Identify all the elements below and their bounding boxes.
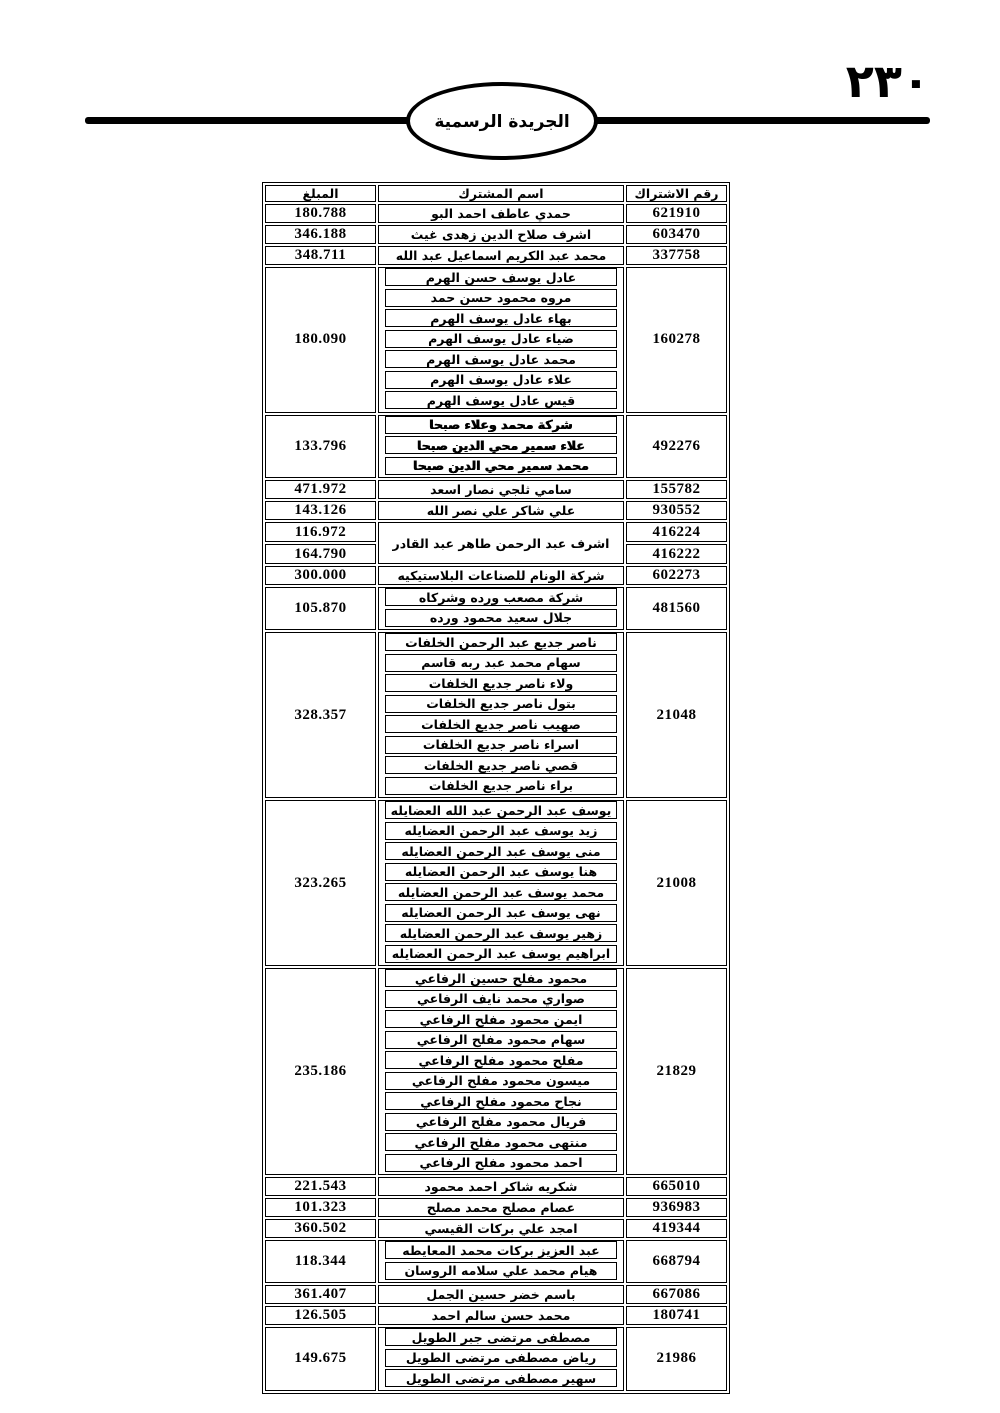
table-row [265, 522, 727, 542]
subscriber-subname-box: علاء عادل يوسف الهرم [385, 371, 617, 389]
amount-cell: 471.972 [265, 480, 376, 499]
subscriber-subname-box: عادل يوسف حسن الهرم [385, 268, 617, 286]
subscriber-subname-box: قيس عادل يوسف الهرم [385, 391, 617, 409]
subscriber-subname-box: منتهى محمود مفلح الرفاعي [385, 1133, 617, 1151]
subscriber-subname-box: ضياء عادل يوسف الهرم [385, 330, 617, 348]
table-row [265, 566, 727, 585]
subscription-number-cell: 668794 [626, 1240, 727, 1283]
gazette-title: الجريدة الرسمية [434, 112, 570, 132]
subscriber-subname-box: ابراهيم يوسف عبد الرحمن العضايله [385, 945, 617, 963]
amount-cell: 149.675 [265, 1327, 376, 1391]
subscriber-subname-box: ولاء ناصر جديع الخلفات [385, 674, 617, 692]
subscriber-subname-box: نهى يوسف عبد الرحمن العضايله [385, 904, 617, 922]
table-row [265, 968, 727, 1175]
subscriber-subname-box: محمد عادل يوسف الهرم [385, 350, 617, 368]
subscriber-name-cell [378, 800, 624, 966]
subscriber-subname-box: هنا يوسف عبد الرحمن العضايله [385, 863, 617, 881]
table-row [265, 204, 727, 223]
subscription-number-cell: 416224 [626, 522, 727, 542]
subscriber-subname-box: عبد العزيز بركات محمد المعايطه [385, 1241, 617, 1259]
subscriber-subname-box: منى يوسف عبد الرحمن العضايله [385, 842, 617, 860]
amount-cell: 105.870 [265, 587, 376, 630]
subscriber-subname-box: ايمن محمود مفلح الرفاعي [385, 1010, 617, 1028]
subscriber-subname-box: محمد يوسف عبد الرحمن العضايله [385, 883, 617, 901]
subscription-number-cell: 21829 [626, 968, 727, 1175]
amount-cell: 300.000 [265, 566, 376, 585]
subscriber-name-cell: علي شاكر علي نصر الله [378, 501, 624, 520]
subscriber-subname-box: قصي ناصر جديع الخلفات [385, 756, 617, 774]
subscription-number-cell: 337758 [626, 246, 727, 265]
subscriber-subname-box: صواري محمد نايف الرفاعي [385, 990, 617, 1008]
table-row [265, 632, 727, 798]
subscription-number-cell: 416222 [626, 544, 727, 564]
subscription-number-cell: 180741 [626, 1306, 727, 1325]
subscriber-subname-box: نجاح محمود مفلح الرفاعي [385, 1092, 617, 1110]
table-row [265, 1306, 727, 1325]
subscriber-subname-box: ميسون محمود مفلح الرفاعي [385, 1072, 617, 1090]
table-row [265, 587, 727, 630]
table-row [265, 1240, 727, 1283]
subscriber-subname-box: مصطفى مرتضى جبر الطويل [385, 1328, 617, 1346]
subscriber-name-cell [378, 1240, 624, 1283]
header-subscriber-name: اسم المشترك [378, 185, 624, 202]
amount-cell: 180.788 [265, 204, 376, 223]
subscriber-name-cell: شكريه شاكر احمد محمود [378, 1177, 624, 1196]
subscription-number-cell: 602273 [626, 566, 727, 585]
table-row [265, 1285, 727, 1304]
amount-cell: 235.186 [265, 968, 376, 1175]
subscriber-name-cell: حمدي عاطف احمد البو [378, 204, 624, 223]
amount-cell: 126.505 [265, 1306, 376, 1325]
table-row [265, 225, 727, 244]
subscriber-subname-box: محمد سمير محي الدين صبحا [385, 457, 617, 475]
table-row [265, 800, 727, 966]
subscriber-subname-box: صهيب ناصر جديع الخلفات [385, 715, 617, 733]
table-body [265, 204, 727, 1391]
subscriber-subname-box: سهام محمد عبد ربه قاسم [385, 654, 617, 672]
table-header-row [265, 185, 727, 202]
subscriber-subname-box: براء ناصر جديع الخلفات [385, 777, 617, 795]
subscriber-subname-box: شركة محمد وعلاء صبحا [385, 416, 617, 434]
subscription-number-cell: 665010 [626, 1177, 727, 1196]
subscriber-subname-box: علاء سمير محي الدين صبحا [385, 436, 617, 454]
header-amount: المبلغ [265, 185, 376, 202]
amount-cell: 180.090 [265, 267, 376, 413]
subscription-number-cell: 621910 [626, 204, 727, 223]
subscriber-name-cell: محمد حسن سالم احمد [378, 1306, 624, 1325]
table-row [265, 1219, 727, 1238]
subscription-number-cell: 21048 [626, 632, 727, 798]
subscriber-subname-box: زيد يوسف عبد الرحمن العضايله [385, 822, 617, 840]
subscription-number-cell: 155782 [626, 480, 727, 499]
subscriber-subname-box: احمد محمود مفلح الرفاعي [385, 1154, 617, 1172]
subscriber-name-cell: سامي ثلجي نصار اسعد [378, 480, 624, 499]
subscriber-name-cell [378, 415, 624, 479]
subscribers-table [262, 182, 730, 1394]
amount-cell: 360.502 [265, 1219, 376, 1238]
subscriber-subname-box: سهام محمود مفلح الرفاعي [385, 1031, 617, 1049]
subscription-number-cell: 936983 [626, 1198, 727, 1217]
subscriber-subname-box: مروه محمود حسن حمد [385, 289, 617, 307]
table-row [265, 501, 727, 520]
subscriber-name-cell: محمد عبد الكريم اسماعيل عبد الله [378, 246, 624, 265]
subscriber-subname-box: بهاء عادل يوسف الهرم [385, 309, 617, 327]
subscriber-name-cell: عصام مصلح محمد مصلح [378, 1198, 624, 1217]
subscriber-name-cell [378, 267, 624, 413]
subscription-number-cell: 481560 [626, 587, 727, 630]
amount-cell: 348.711 [265, 246, 376, 265]
table-row [265, 267, 727, 413]
subscription-number-cell: 603470 [626, 225, 727, 244]
page-number: ٢٣٠ [845, 54, 930, 108]
subscriber-subname-box: مفلح محمود مفلح الرفاعي [385, 1051, 617, 1069]
amount-cell: 328.357 [265, 632, 376, 798]
subscription-number-cell: 930552 [626, 501, 727, 520]
amount-cell: 101.323 [265, 1198, 376, 1217]
subscriber-name-cell: اشرف صلاح الدين زهدى غيث [378, 225, 624, 244]
subscription-number-cell: 21986 [626, 1327, 727, 1391]
subscriber-subname-box: سهير مصطفى مرتضى الطويل [385, 1369, 617, 1387]
amount-cell: 116.972 [265, 522, 376, 542]
header-subscription-number: رقم الاشتراك [626, 185, 727, 202]
amount-cell: 361.407 [265, 1285, 376, 1304]
subscriber-subname-box: شركة مصعب ورده وشركاه [385, 588, 617, 606]
amount-cell: 143.126 [265, 501, 376, 520]
subscriber-name-cell: باسم خضر حسين الجمل [378, 1285, 624, 1304]
subscriber-name-cell: امجد علي بركات القيسي [378, 1219, 624, 1238]
subscriber-subname-box: يوسف عبد الرحمن عبد الله العضايله [385, 801, 617, 819]
subscriber-name-cell [378, 1327, 624, 1391]
subscriber-name-cell: شركة الونام للصناعات البلاستيكيه [378, 566, 624, 585]
subscription-number-cell: 419344 [626, 1219, 727, 1238]
table-row [265, 246, 727, 265]
amount-cell: 133.796 [265, 415, 376, 479]
subscriber-subname-box: جلال سعيد محمود ورده [385, 609, 617, 627]
subscriber-name-cell [378, 968, 624, 1175]
gazette-title-ellipse [406, 82, 598, 160]
table-row [265, 1177, 727, 1196]
amount-cell: 346.188 [265, 225, 376, 244]
subscription-number-cell: 492276 [626, 415, 727, 479]
subscriber-subname-box: محمود مفلح حسين الرفاعي [385, 969, 617, 987]
amount-cell: 221.543 [265, 1177, 376, 1196]
amount-cell: 118.344 [265, 1240, 376, 1283]
subscriber-subname-box: زهير يوسف عبد الرحمن العضايله [385, 924, 617, 942]
subscriber-name-cell [378, 632, 624, 798]
subscriber-subname-box: هيام محمد علي سلامه الروسان [385, 1262, 617, 1280]
subscriber-subname-box: فريال محمود مفلح الرفاعي [385, 1113, 617, 1131]
amount-cell: 164.790 [265, 544, 376, 564]
subscriber-subname-box: رياض مصطفى مرتضى الطويل [385, 1349, 617, 1367]
table-row [265, 1327, 727, 1391]
table-row [265, 1198, 727, 1217]
amount-cell: 323.265 [265, 800, 376, 966]
subscriber-subname-box: اسراء ناصر جديع الخلفات [385, 736, 617, 754]
table-row [265, 415, 727, 479]
subscriber-subname-box: ناصر جديع عبد الرحمن الخلفات [385, 633, 617, 651]
subscriber-name-cell [378, 587, 624, 630]
table-row [265, 480, 727, 499]
subscription-number-cell: 667086 [626, 1285, 727, 1304]
subscription-number-cell: 160278 [626, 267, 727, 413]
subscriber-subname-box: بتول ناصر جديع الخلفات [385, 695, 617, 713]
subscriber-name-cell: اشرف عبد الرحمن طاهر عبد القادر [378, 522, 624, 564]
subscription-number-cell: 21008 [626, 800, 727, 966]
